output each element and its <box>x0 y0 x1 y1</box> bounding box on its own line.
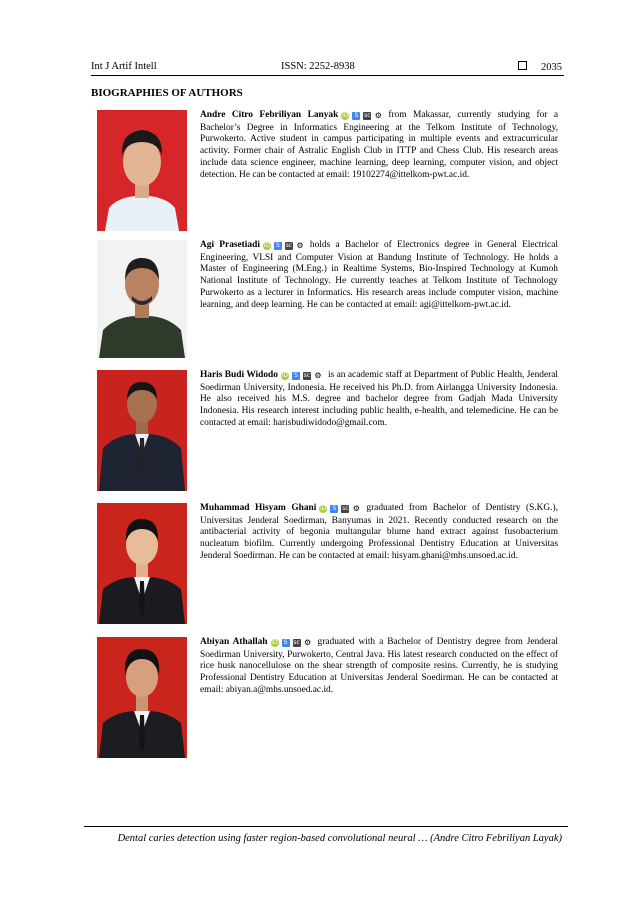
author-photo <box>97 370 187 491</box>
author-bio: is an academic staff at Department of Public Health, Jenderal Soedirman University, Indonesia. He received his Ph.D. from Airlangga University Indonesia. He also received his M.S. degree and bachelor degree from Gadjah Mada University Indonesia. His research interest including public health, e-health, and telemedicine. He can be contacted at email: harisbudiwidodo@gmail.com. <box>200 370 558 428</box>
orcid-icon[interactable]: iD <box>281 371 289 379</box>
author-name: Haris Budi Widodo <box>200 370 278 380</box>
author-photo <box>97 110 187 231</box>
researchgate-icon[interactable]: ⚙ <box>296 240 304 250</box>
scopus-icon[interactable]: sc <box>342 504 349 512</box>
page-number: 2035 <box>541 62 562 73</box>
journal-name: Int J Artif Intell <box>91 61 157 72</box>
author-photo <box>97 503 187 624</box>
orcid-icon[interactable]: iD <box>271 638 278 646</box>
researchgate-icon[interactable]: ⚙ <box>314 370 322 380</box>
researchgate-icon[interactable]: ⚙ <box>303 637 312 647</box>
scopus-icon[interactable]: sc <box>293 638 300 646</box>
google-scholar-icon[interactable]: S <box>292 372 300 380</box>
researchgate-icon[interactable]: ⚙ <box>352 503 360 513</box>
scopus-icon[interactable]: sc <box>303 371 311 379</box>
running-footer: Dental caries detection using faster region-based convolutional neural … (Andre Citro Febriliyan Layak) <box>117 833 562 844</box>
google-scholar-icon[interactable]: S <box>274 242 282 250</box>
author-bio: graduated with a Bachelor of Dentistry degree from Jenderal Soedirman University, Purwokerto, Central Java. His latest research conducted on the effect of rice husk nanocellulose on the shear strength of composite resins. Currently, he is studying Professional Dentistry Education at Universitas Jenderal Soedirman. He can be contacted at email: abiyan.a@mhs.unsoed.ac.id. <box>200 637 558 695</box>
author-name: Andre Citro Febriliyan Lanyak <box>200 110 339 120</box>
author-photo <box>97 240 187 358</box>
scopus-icon[interactable]: sc <box>285 241 293 249</box>
google-scholar-icon[interactable]: S <box>352 112 360 120</box>
orcid-icon[interactable]: iD <box>342 111 349 119</box>
author-bio: holds a Bachelor of Electronics degree in General Electrical Engineering, VLSI and Computer Vision at Bandung Institute of Technology. He holds a Master of Engineering (M.Eng.) in Realtime Systems, Bio-Inspired Technology at Kumoh National Institute of Technology. He currently teaches at Telkom Institute of Technology Purwokerto as a lecturer in Informatics. His research areas include computer vision, machine learning, and deep learning. He can be contacted at email: agi@ittelkom-pwt.ac.id. <box>200 240 558 310</box>
scopus-icon[interactable]: sc <box>364 111 371 119</box>
researchgate-icon[interactable]: ⚙ <box>374 110 382 120</box>
author-name: Agi Prasetiadi <box>200 240 260 250</box>
issn: ISSN: 2252-8938 <box>281 61 355 72</box>
author-bio: graduated from Bachelor of Dentistry (S.KG.), Universitas Jenderal Soedirman, Banyumas in 2021. Recently conducted research on the antibacterial activity of begonia multangular blume hand extract against fusobacterium nucleatum biofilm. Currently undergoing Professional Dentistry Education at Universitas Jenderal Soedirman. He can be contacted at email: hisyam.ghani@mhs.unsoed.ac.id. <box>200 503 558 561</box>
author-bio: from Makassar, currently studying for a Bachelor’s Degree in Informatics Engineering at the Telkom Institute of Technology, Purwokerto. Active student in campus participating in multiple events and extracurricular activity. Former chair of Astralic English Club in ITTP and Chess Club. His research areas include data science engineer, machine learning, deep learning, computer vision, and object detection. He can be contacted at email: 19102274@ittelkom-pwt.ac.id. <box>200 110 559 180</box>
author-photo <box>97 637 187 758</box>
orcid-icon[interactable]: iD <box>263 241 271 249</box>
checkbox-icon <box>518 61 527 70</box>
section-title: BIOGRAPHIES OF AUTHORS <box>91 87 243 99</box>
author-name: Abiyan Athallah <box>200 637 268 647</box>
orcid-icon[interactable]: iD <box>320 504 327 512</box>
running-header <box>91 61 564 76</box>
author-name: Muhammad Hisyam Ghani <box>200 503 317 513</box>
google-scholar-icon[interactable]: S <box>282 639 290 647</box>
google-scholar-icon[interactable]: S <box>330 505 338 513</box>
footer-divider <box>84 826 568 827</box>
